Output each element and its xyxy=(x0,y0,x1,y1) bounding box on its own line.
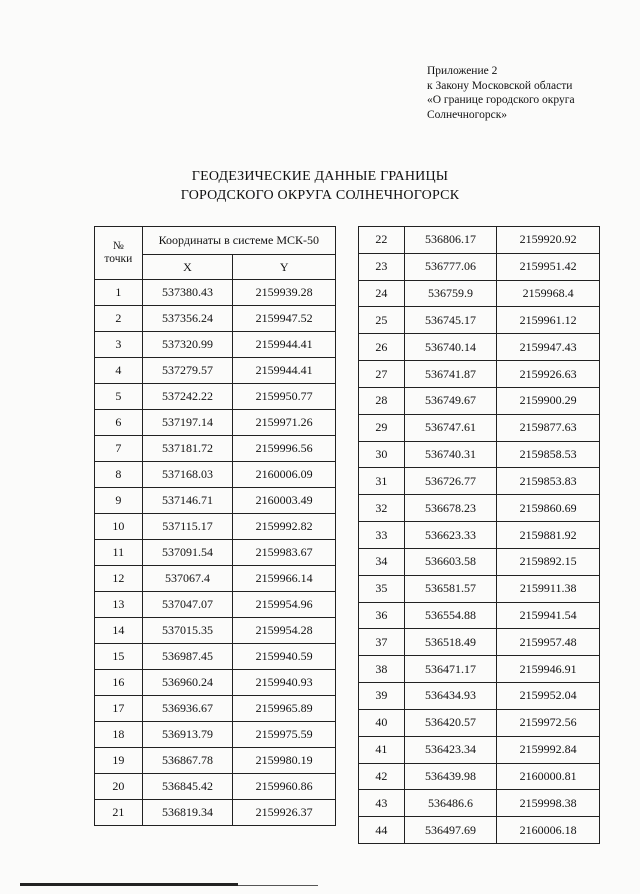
y-coordinate-cell: 2159961.12 xyxy=(497,307,600,334)
y-coordinate-cell: 2159900.29 xyxy=(497,387,600,414)
x-coordinate-cell: 536845.42 xyxy=(142,774,233,800)
y-coordinate-cell: 2159881.92 xyxy=(497,522,600,549)
coordinates-table-left xyxy=(94,226,336,826)
x-coordinate-cell: 536434.93 xyxy=(404,683,497,710)
point-number-cell: 3 xyxy=(95,332,143,358)
table-row xyxy=(95,800,336,826)
y-coordinate-cell: 2159975.59 xyxy=(233,722,336,748)
point-number-cell: 6 xyxy=(95,410,143,436)
coordinates-table-right xyxy=(358,226,600,844)
point-number-cell: 28 xyxy=(359,387,405,414)
table-row xyxy=(359,495,600,522)
x-coordinate-cell: 537091.54 xyxy=(142,540,233,566)
x-coordinate-cell: 537047.07 xyxy=(142,592,233,618)
x-coordinate-cell: 536554.88 xyxy=(404,602,497,629)
point-number-cell: 31 xyxy=(359,468,405,495)
x-coordinate-cell: 536936.67 xyxy=(142,696,233,722)
x-coordinate-cell: 536806.17 xyxy=(404,227,497,254)
table-row xyxy=(359,548,600,575)
y-coordinate-cell: 2159940.59 xyxy=(233,644,336,670)
y-coordinate-cell: 2159954.28 xyxy=(233,618,336,644)
y-coordinate-cell: 2159980.19 xyxy=(233,748,336,774)
header-x: X xyxy=(142,255,233,280)
header-coordinates: Координаты в системе МСК-50 xyxy=(142,227,335,255)
y-coordinate-cell: 2159939.28 xyxy=(233,280,336,306)
y-coordinate-cell: 2160000.81 xyxy=(497,763,600,790)
point-number-cell: 23 xyxy=(359,253,405,280)
table-row xyxy=(95,410,336,436)
table-row xyxy=(95,488,336,514)
y-coordinate-cell: 2159940.93 xyxy=(233,670,336,696)
table-row xyxy=(359,602,600,629)
table-row xyxy=(95,384,336,410)
y-coordinate-cell: 2159957.48 xyxy=(497,629,600,656)
x-coordinate-cell: 537115.17 xyxy=(142,514,233,540)
y-coordinate-cell: 2160006.18 xyxy=(497,817,600,844)
point-number-cell: 43 xyxy=(359,790,405,817)
y-coordinate-cell: 2159947.43 xyxy=(497,334,600,361)
point-number-cell: 36 xyxy=(359,602,405,629)
y-coordinate-cell: 2159992.84 xyxy=(497,736,600,763)
point-number-cell: 21 xyxy=(95,800,143,826)
point-number-cell: 4 xyxy=(95,358,143,384)
point-number-cell: 22 xyxy=(359,227,405,254)
table-row xyxy=(359,307,600,334)
x-coordinate-cell: 537242.22 xyxy=(142,384,233,410)
point-number-cell: 15 xyxy=(95,644,143,670)
table-row xyxy=(359,817,600,844)
y-coordinate-cell: 2159860.69 xyxy=(497,495,600,522)
table-row xyxy=(95,358,336,384)
y-coordinate-cell: 2159944.41 xyxy=(233,358,336,384)
y-coordinate-cell: 2159858.53 xyxy=(497,441,600,468)
point-number-cell: 1 xyxy=(95,280,143,306)
header-y: Y xyxy=(233,255,336,280)
y-coordinate-cell: 2159983.67 xyxy=(233,540,336,566)
point-number-cell: 2 xyxy=(95,306,143,332)
point-number-cell: 40 xyxy=(359,709,405,736)
x-coordinate-cell: 536423.34 xyxy=(404,736,497,763)
point-number-cell: 27 xyxy=(359,361,405,388)
y-coordinate-cell: 2159966.14 xyxy=(233,566,336,592)
point-number-cell: 38 xyxy=(359,656,405,683)
x-coordinate-cell: 537320.99 xyxy=(142,332,233,358)
table-row xyxy=(95,618,336,644)
header-no-symbol: № xyxy=(112,240,124,252)
table-row xyxy=(359,414,600,441)
table-row xyxy=(95,774,336,800)
point-number-cell: 10 xyxy=(95,514,143,540)
header-point-number xyxy=(95,227,143,280)
x-coordinate-cell: 536497.69 xyxy=(404,817,497,844)
y-coordinate-cell: 2159944.41 xyxy=(233,332,336,358)
document-title xyxy=(0,167,640,205)
y-coordinate-cell: 2159952.04 xyxy=(497,683,600,710)
x-coordinate-cell: 537168.03 xyxy=(142,462,233,488)
x-coordinate-cell: 536913.79 xyxy=(142,722,233,748)
table-row xyxy=(359,334,600,361)
x-coordinate-cell: 537356.24 xyxy=(142,306,233,332)
y-coordinate-cell: 2159960.86 xyxy=(233,774,336,800)
table-row xyxy=(359,522,600,549)
x-coordinate-cell: 536678.23 xyxy=(404,495,497,522)
table-row xyxy=(359,253,600,280)
table-row xyxy=(95,748,336,774)
table-row xyxy=(359,736,600,763)
table-row xyxy=(95,332,336,358)
table-row xyxy=(359,709,600,736)
point-number-cell: 29 xyxy=(359,414,405,441)
x-coordinate-cell: 536740.14 xyxy=(404,334,497,361)
point-number-cell: 37 xyxy=(359,629,405,656)
appendix-line-4: Солнечногорск» xyxy=(427,108,508,121)
y-coordinate-cell: 2159972.56 xyxy=(497,709,600,736)
y-coordinate-cell: 2159951.42 xyxy=(497,253,600,280)
point-number-cell: 11 xyxy=(95,540,143,566)
x-coordinate-cell: 536819.34 xyxy=(142,800,233,826)
x-coordinate-cell: 536420.57 xyxy=(404,709,497,736)
y-coordinate-cell: 2159965.89 xyxy=(233,696,336,722)
y-coordinate-cell: 2160003.49 xyxy=(233,488,336,514)
y-coordinate-cell: 2159971.26 xyxy=(233,410,336,436)
point-number-cell: 24 xyxy=(359,280,405,307)
table-row xyxy=(359,387,600,414)
point-number-cell: 16 xyxy=(95,670,143,696)
x-coordinate-cell: 536623.33 xyxy=(404,522,497,549)
y-coordinate-cell: 2159926.63 xyxy=(497,361,600,388)
table-row xyxy=(95,306,336,332)
x-coordinate-cell: 536747.61 xyxy=(404,414,497,441)
x-coordinate-cell: 537015.35 xyxy=(142,618,233,644)
x-coordinate-cell: 536745.17 xyxy=(404,307,497,334)
table-row xyxy=(359,656,600,683)
x-coordinate-cell: 536581.57 xyxy=(404,575,497,602)
title-line-2: ГОРОДСКОГО ОКРУГА СОЛНЕЧНОГОРСК xyxy=(180,188,460,203)
table-row xyxy=(95,722,336,748)
x-coordinate-cell: 536987.45 xyxy=(142,644,233,670)
x-coordinate-cell: 537067.4 xyxy=(142,566,233,592)
point-number-cell: 5 xyxy=(95,384,143,410)
x-coordinate-cell: 536740.31 xyxy=(404,441,497,468)
table-row xyxy=(95,514,336,540)
point-number-cell: 35 xyxy=(359,575,405,602)
table-row xyxy=(95,280,336,306)
x-coordinate-cell: 536741.87 xyxy=(404,361,497,388)
y-coordinate-cell: 2159996.56 xyxy=(233,436,336,462)
table-row xyxy=(359,280,600,307)
y-coordinate-cell: 2159954.96 xyxy=(233,592,336,618)
x-coordinate-cell: 536439.98 xyxy=(404,763,497,790)
table-row xyxy=(95,644,336,670)
appendix-line-2: к Закону Московской области xyxy=(427,79,573,92)
footer-rule xyxy=(20,883,238,886)
appendix-line-3: «О границе городского округа xyxy=(427,94,575,106)
x-coordinate-cell: 536867.78 xyxy=(142,748,233,774)
table-row xyxy=(95,566,336,592)
point-number-cell: 34 xyxy=(359,548,405,575)
point-number-cell: 42 xyxy=(359,763,405,790)
x-coordinate-cell: 536726.77 xyxy=(404,468,497,495)
x-coordinate-cell: 537380.43 xyxy=(142,280,233,306)
point-number-cell: 44 xyxy=(359,817,405,844)
y-coordinate-cell: 2159947.52 xyxy=(233,306,336,332)
y-coordinate-cell: 2159992.82 xyxy=(233,514,336,540)
y-coordinate-cell: 2159877.63 xyxy=(497,414,600,441)
point-number-cell: 13 xyxy=(95,592,143,618)
table-row xyxy=(359,468,600,495)
point-number-cell: 30 xyxy=(359,441,405,468)
y-coordinate-cell: 2159920.92 xyxy=(497,227,600,254)
point-number-cell: 33 xyxy=(359,522,405,549)
x-coordinate-cell: 536749.67 xyxy=(404,387,497,414)
table-row xyxy=(95,436,336,462)
x-coordinate-cell: 536777.06 xyxy=(404,253,497,280)
table-row xyxy=(95,540,336,566)
point-number-cell: 14 xyxy=(95,618,143,644)
appendix-line-1: Приложение 2 xyxy=(427,65,498,77)
x-coordinate-cell: 537197.14 xyxy=(142,410,233,436)
table-row xyxy=(359,441,600,468)
table-row xyxy=(359,227,600,254)
point-number-cell: 7 xyxy=(95,436,143,462)
title-line-1: ГЕОДЕЗИЧЕСКИЕ ДАННЫЕ ГРАНИЦЫ xyxy=(191,169,449,184)
point-number-cell: 25 xyxy=(359,307,405,334)
point-number-cell: 19 xyxy=(95,748,143,774)
table-row xyxy=(359,763,600,790)
y-coordinate-cell: 2159950.77 xyxy=(233,384,336,410)
point-number-cell: 26 xyxy=(359,334,405,361)
x-coordinate-cell: 536471.17 xyxy=(404,656,497,683)
point-number-cell: 17 xyxy=(95,696,143,722)
y-coordinate-cell: 2159853.83 xyxy=(497,468,600,495)
x-coordinate-cell: 536518.49 xyxy=(404,629,497,656)
point-number-cell: 41 xyxy=(359,736,405,763)
point-number-cell: 12 xyxy=(95,566,143,592)
y-coordinate-cell: 2159946.91 xyxy=(497,656,600,683)
table-row xyxy=(95,670,336,696)
point-number-cell: 32 xyxy=(359,495,405,522)
table-row xyxy=(359,575,600,602)
x-coordinate-cell: 536759.9 xyxy=(404,280,497,307)
table-row xyxy=(95,696,336,722)
y-coordinate-cell: 2159911.38 xyxy=(497,575,600,602)
x-coordinate-cell: 537279.57 xyxy=(142,358,233,384)
table-row xyxy=(359,629,600,656)
x-coordinate-cell: 536603.58 xyxy=(404,548,497,575)
table-row xyxy=(359,683,600,710)
y-coordinate-cell: 2159998.38 xyxy=(497,790,600,817)
x-coordinate-cell: 537181.72 xyxy=(142,436,233,462)
table-row xyxy=(359,361,600,388)
table-row xyxy=(95,592,336,618)
y-coordinate-cell: 2159892.15 xyxy=(497,548,600,575)
header-point-word: точки xyxy=(104,253,133,265)
table-row xyxy=(95,462,336,488)
y-coordinate-cell: 2160006.09 xyxy=(233,462,336,488)
x-coordinate-cell: 536960.24 xyxy=(142,670,233,696)
y-coordinate-cell: 2159926.37 xyxy=(233,800,336,826)
y-coordinate-cell: 2159968.4 xyxy=(497,280,600,307)
point-number-cell: 39 xyxy=(359,683,405,710)
y-coordinate-cell: 2159941.54 xyxy=(497,602,600,629)
x-coordinate-cell: 536486.6 xyxy=(404,790,497,817)
footer-rule-thin xyxy=(238,885,318,886)
x-coordinate-cell: 537146.71 xyxy=(142,488,233,514)
point-number-cell: 20 xyxy=(95,774,143,800)
appendix-note xyxy=(427,64,575,122)
table-row xyxy=(359,790,600,817)
point-number-cell: 18 xyxy=(95,722,143,748)
point-number-cell: 9 xyxy=(95,488,143,514)
point-number-cell: 8 xyxy=(95,462,143,488)
